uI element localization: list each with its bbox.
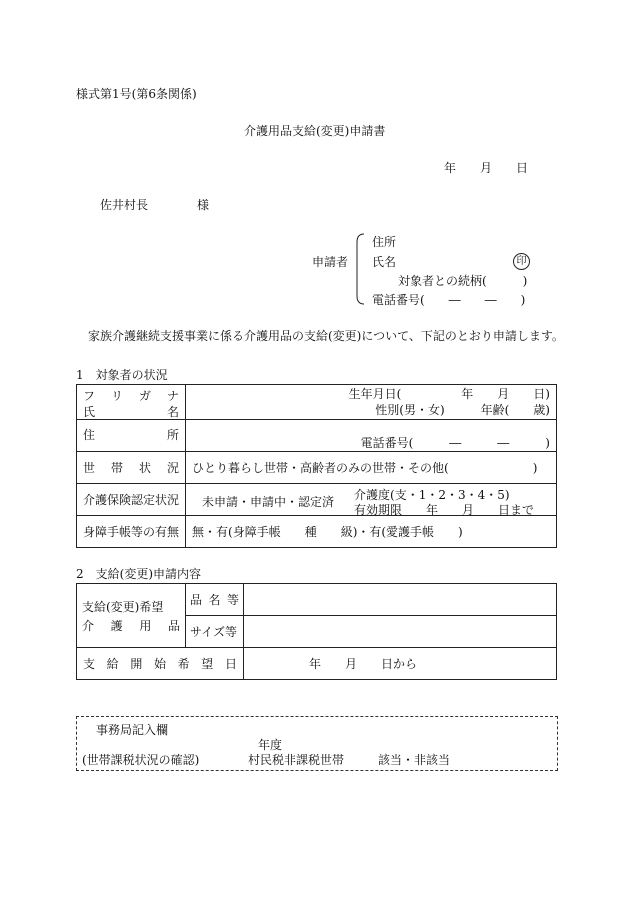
address-label: 住 所 — [83, 428, 180, 442]
item-label-1: 支給(変更)希望 — [82, 599, 164, 614]
product-label: 品 名 等 — [190, 593, 239, 607]
table-row — [77, 385, 557, 420]
furigana-label: フ リ ガ ナ — [83, 389, 180, 403]
item-label-cell — [77, 584, 186, 648]
name-header-cell — [77, 385, 186, 420]
page-title: 介護用品支給(変更)申請書 — [244, 124, 386, 138]
applicant-phone: 電話番号( ― ― ) — [372, 293, 526, 307]
office-result: 該当・非該当 — [378, 753, 451, 767]
product-label-cell — [186, 584, 244, 616]
household-label: 世 帯 状 況 — [83, 461, 180, 475]
seal-mark: 印 — [513, 253, 530, 270]
size-value[interactable] — [244, 616, 557, 648]
applicant-bracket — [354, 232, 366, 306]
applicant-label: 申請者 — [312, 255, 349, 269]
section2-heading: 2 支給(変更)申請内容 — [76, 567, 201, 581]
date-line: 年 月 日 — [444, 161, 529, 175]
applicant-name-label: 氏名 — [372, 255, 397, 269]
form-number: 様式第1号(第6条関係) — [76, 87, 197, 101]
subject-phone: 電話番号( ― ― ) — [360, 436, 550, 450]
size-label: サイズ等 — [186, 616, 244, 648]
start-value[interactable]: 年 月 日から — [244, 648, 557, 680]
section1-heading: 1 対象者の状況 — [76, 368, 168, 382]
intro-text: 家族介護継続支援事業に係る介護用品の支給(変更)について、下記のとおり申請します。 — [88, 329, 564, 343]
care-label: 介護保険認定状況 — [77, 484, 186, 516]
address-label-cell — [77, 420, 186, 452]
item-label-2: 介 護 用 品 — [82, 618, 180, 633]
table-row — [77, 516, 557, 548]
office-title: 事務局記入欄 — [96, 723, 169, 737]
gender-age: 性別(男・女) 年齢( 歳) — [375, 403, 550, 417]
birth-date: 生年月日( 年 月 日) — [348, 387, 550, 401]
care-value-cell[interactable] — [186, 484, 557, 516]
office-fiscal-year: 年度 — [258, 738, 283, 752]
office-check-label: (世帯課税状況の確認) — [82, 753, 200, 767]
addressee: 佐井村長 — [100, 198, 149, 212]
table-row — [77, 584, 557, 616]
address-value-cell[interactable] — [186, 420, 557, 452]
addressee-honorific: 様 — [197, 198, 210, 212]
care-status: 未申請・申請中・認定済 — [202, 495, 335, 509]
name-value-cell[interactable] — [186, 385, 557, 420]
table-row — [77, 648, 557, 680]
start-label: 支 給 開 始 希 望 日 — [83, 657, 237, 671]
household-label-cell — [77, 452, 186, 484]
table-row — [77, 484, 557, 516]
request-content-table — [76, 583, 557, 680]
name-label: 氏 名 — [83, 405, 180, 419]
subject-status-table — [76, 384, 557, 548]
start-label-cell — [77, 648, 244, 680]
disability-label: 身障手帳等の有無 — [77, 516, 186, 548]
disability-value[interactable]: 無・有(身障手帳 種 級)・有(愛護手帳 ) — [186, 516, 557, 548]
household-value[interactable]: ひとり暮らし世帯・高齢者のみの世帯・その他( ) — [186, 452, 557, 484]
table-row — [77, 420, 557, 452]
table-row — [77, 452, 557, 484]
applicant-address-label: 住所 — [372, 235, 397, 249]
office-tax-status: 村民税非課税世帯 — [248, 753, 345, 767]
applicant-relation: 対象者との続柄( ) — [398, 274, 528, 288]
product-value[interactable] — [244, 584, 557, 616]
care-valid-until: 有効期限 年 月 日まで — [354, 503, 535, 517]
care-level: 介護度(支・1・2・3・4・5) — [354, 488, 510, 502]
